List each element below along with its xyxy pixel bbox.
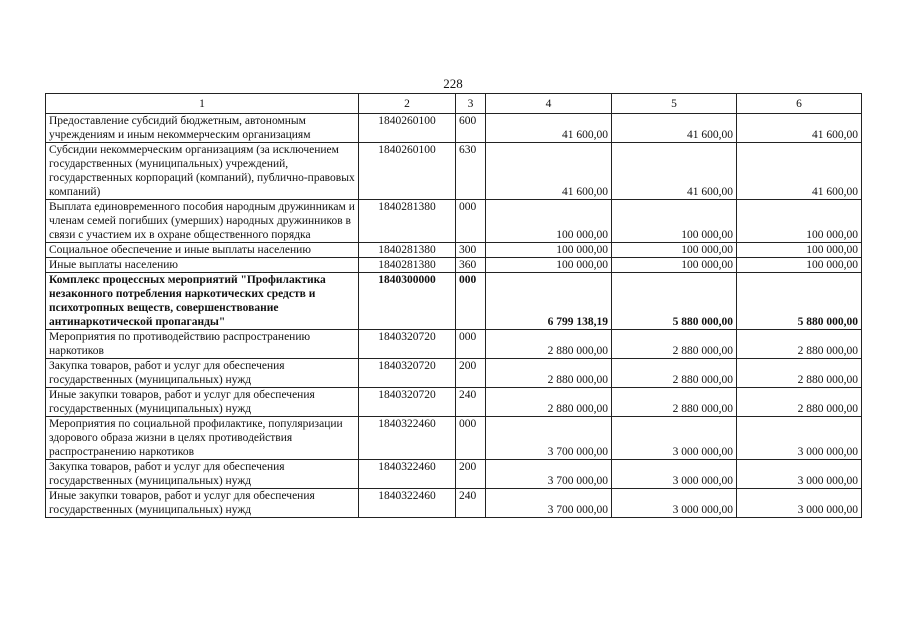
row-type: 630: [456, 143, 486, 200]
row-code: 1840281380: [359, 200, 456, 243]
row-value-5: 100 000,00: [612, 243, 737, 258]
row-code: 1840322460: [359, 460, 456, 489]
row-name: Комплекс процессных мероприятий "Профилактика незаконного потребления наркотических средств и психотропных веществ, совершенствование антинаркотической пропаганды": [46, 273, 359, 330]
table-row: [46, 388, 862, 417]
row-value-5: 5 880 000,00: [612, 273, 737, 330]
row-value-4: 41 600,00: [486, 143, 612, 200]
column-header-5: 5: [612, 94, 737, 114]
row-value-4: 6 799 138,19: [486, 273, 612, 330]
row-name: Социальное обеспечение и иные выплаты населению: [46, 243, 359, 258]
table-row-section: [46, 273, 862, 330]
row-name: Иные выплаты населению: [46, 258, 359, 273]
row-code: 1840281380: [359, 258, 456, 273]
row-type: 000: [456, 273, 486, 330]
row-value-6: 41 600,00: [737, 143, 862, 200]
row-name: Закупка товаров, работ и услуг для обеспечения государственных (муниципальных) нужд: [46, 460, 359, 489]
table-row: [46, 258, 862, 273]
row-name: Выплата единовременного пособия народным дружинникам и членам семей погибших (умерших) народных дружинников в связи с участием их в охране общественного порядка: [46, 200, 359, 243]
row-value-5: 3 000 000,00: [612, 417, 737, 460]
row-value-5: 3 000 000,00: [612, 489, 737, 518]
row-name: Мероприятия по противодействию распространению наркотиков: [46, 330, 359, 359]
row-code: 1840260100: [359, 114, 456, 143]
row-code: 1840322460: [359, 417, 456, 460]
row-value-5: 2 880 000,00: [612, 330, 737, 359]
row-value-4: 41 600,00: [486, 114, 612, 143]
row-value-6: 2 880 000,00: [737, 388, 862, 417]
row-code: 1840281380: [359, 243, 456, 258]
row-value-4: 2 880 000,00: [486, 388, 612, 417]
column-header-3: 3: [456, 94, 486, 114]
row-value-4: 100 000,00: [486, 258, 612, 273]
row-value-6: 100 000,00: [737, 243, 862, 258]
row-type: 200: [456, 359, 486, 388]
column-header-6: 6: [737, 94, 862, 114]
row-value-4: 2 880 000,00: [486, 330, 612, 359]
row-value-6: 2 880 000,00: [737, 330, 862, 359]
row-value-5: 2 880 000,00: [612, 359, 737, 388]
row-code: 1840320720: [359, 388, 456, 417]
table-header-row: [46, 94, 862, 114]
row-value-6: 3 000 000,00: [737, 417, 862, 460]
row-value-6: 41 600,00: [737, 114, 862, 143]
row-value-6: 100 000,00: [737, 200, 862, 243]
row-value-5: 3 000 000,00: [612, 460, 737, 489]
table-row: [46, 330, 862, 359]
column-header-2: 2: [359, 94, 456, 114]
row-name: Предоставление субсидий бюджетным, автономным учреждениям и иным некоммерческим организациям: [46, 114, 359, 143]
row-value-4: 3 700 000,00: [486, 460, 612, 489]
row-value-6: 5 880 000,00: [737, 273, 862, 330]
row-name: Иные закупки товаров, работ и услуг для обеспечения государственных (муниципальных) нужд: [46, 388, 359, 417]
row-type: 240: [456, 489, 486, 518]
row-value-6: 3 000 000,00: [737, 460, 862, 489]
row-value-4: 100 000,00: [486, 243, 612, 258]
table-row: [46, 359, 862, 388]
row-type: 360: [456, 258, 486, 273]
row-type: 000: [456, 417, 486, 460]
row-value-5: 2 880 000,00: [612, 388, 737, 417]
row-type: 000: [456, 330, 486, 359]
table-row: [46, 243, 862, 258]
table-row: [46, 417, 862, 460]
row-value-4: 3 700 000,00: [486, 417, 612, 460]
row-type: 300: [456, 243, 486, 258]
row-name: Мероприятия по социальной профилактике, популяризации здорового образа жизни в целях противодействия распространению наркотиков: [46, 417, 359, 460]
table-row: [46, 200, 862, 243]
row-name: Субсидии некоммерческим организациям (за исключением государственных (муниципальных) учреждений, государственных корпораций (компаний), публично-правовых компаний): [46, 143, 359, 200]
row-code: 1840320720: [359, 330, 456, 359]
row-code: 1840300000: [359, 273, 456, 330]
row-code: 1840260100: [359, 143, 456, 200]
row-value-5: 41 600,00: [612, 114, 737, 143]
table-row: [46, 489, 862, 518]
table-row: [46, 143, 862, 200]
row-value-5: 41 600,00: [612, 143, 737, 200]
row-code: 1840322460: [359, 489, 456, 518]
row-value-4: 100 000,00: [486, 200, 612, 243]
row-value-6: 2 880 000,00: [737, 359, 862, 388]
table-row: [46, 114, 862, 143]
table-row: [46, 460, 862, 489]
row-type: 200: [456, 460, 486, 489]
row-type: 240: [456, 388, 486, 417]
row-name: Закупка товаров, работ и услуг для обеспечения государственных (муниципальных) нужд: [46, 359, 359, 388]
budget-table: [45, 93, 862, 518]
row-code: 1840320720: [359, 359, 456, 388]
row-value-5: 100 000,00: [612, 200, 737, 243]
page-number: 228: [443, 76, 463, 91]
row-value-4: 3 700 000,00: [486, 489, 612, 518]
row-type: 000: [456, 200, 486, 243]
row-value-5: 100 000,00: [612, 258, 737, 273]
row-value-6: 100 000,00: [737, 258, 862, 273]
column-header-4: 4: [486, 94, 612, 114]
row-type: 600: [456, 114, 486, 143]
column-header-1: 1: [46, 94, 359, 114]
row-value-4: 2 880 000,00: [486, 359, 612, 388]
row-name: Иные закупки товаров, работ и услуг для обеспечения государственных (муниципальных) нужд: [46, 489, 359, 518]
row-value-6: 3 000 000,00: [737, 489, 862, 518]
